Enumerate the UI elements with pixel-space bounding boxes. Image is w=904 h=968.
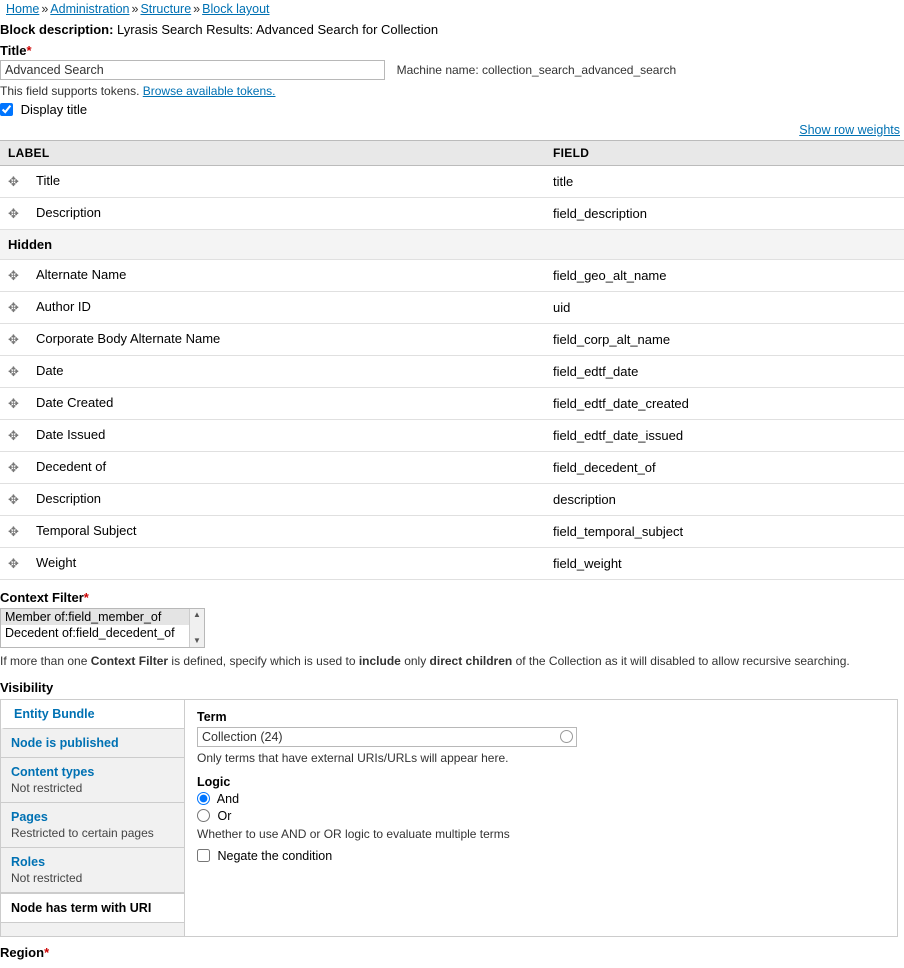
row-label-cell bbox=[0, 516, 545, 548]
display-title-row bbox=[0, 102, 904, 117]
row-label-cell bbox=[0, 388, 545, 420]
tab-content-types[interactable] bbox=[1, 758, 184, 803]
context-filter-required-marker: * bbox=[83, 590, 89, 605]
row-label-cell bbox=[0, 548, 545, 580]
tab-label: Node is published bbox=[11, 736, 119, 750]
table-row bbox=[0, 292, 904, 324]
tab-summary: Not restricted bbox=[11, 871, 83, 885]
help-bold-1: Context Filter bbox=[90, 654, 169, 668]
row-label-cell bbox=[0, 484, 545, 516]
tab-pages[interactable] bbox=[1, 803, 184, 848]
tab-label: Content types bbox=[11, 765, 95, 779]
show-row-weights-row bbox=[0, 123, 904, 137]
visibility-title: Visibility bbox=[0, 680, 54, 695]
logic-radio-and[interactable] bbox=[197, 792, 210, 805]
autocomplete-throbber-icon bbox=[560, 730, 573, 743]
tab-label: Entity Bundle bbox=[14, 707, 95, 721]
logic-and-label: And bbox=[216, 792, 240, 806]
table-row bbox=[0, 484, 904, 516]
visibility-tab-pane bbox=[185, 700, 897, 936]
row-field-cell: field_temporal_subject bbox=[545, 516, 904, 548]
row-label: Date Issued bbox=[36, 427, 106, 442]
context-filter-select[interactable] bbox=[0, 608, 205, 648]
region-row-label: Hidden bbox=[0, 230, 545, 260]
select-scrollbar[interactable] bbox=[189, 609, 204, 647]
logic-label: Logic bbox=[197, 775, 231, 789]
breadcrumb-item-block-layout[interactable]: Block layout bbox=[202, 2, 270, 16]
drag-handle-icon[interactable]: ✥ bbox=[8, 300, 19, 315]
breadcrumb-item-administration[interactable]: Administration bbox=[50, 2, 130, 16]
term-input[interactable] bbox=[197, 727, 577, 747]
row-label: Temporal Subject bbox=[36, 523, 137, 538]
row-label: Date Created bbox=[36, 395, 114, 410]
logic-option-or[interactable] bbox=[197, 809, 885, 823]
table-row bbox=[0, 388, 904, 420]
row-label: Alternate Name bbox=[36, 267, 127, 282]
breadcrumb-item-structure[interactable]: Structure bbox=[140, 2, 192, 16]
row-field-cell: field_weight bbox=[545, 548, 904, 580]
drag-handle-icon[interactable]: ✥ bbox=[8, 174, 19, 189]
table-row bbox=[0, 260, 904, 292]
context-filter-help bbox=[0, 654, 904, 668]
block-description-label: Block description: bbox=[0, 22, 114, 37]
table-row bbox=[0, 356, 904, 388]
drag-handle-icon[interactable]: ✥ bbox=[8, 524, 19, 539]
row-label-cell bbox=[0, 292, 545, 324]
token-help-text: This field supports tokens. bbox=[0, 84, 140, 98]
table-row bbox=[0, 198, 904, 230]
context-filter-label: Context Filter bbox=[0, 590, 84, 605]
logic-radio-or[interactable] bbox=[197, 809, 210, 822]
row-field-cell: description bbox=[545, 484, 904, 516]
visibility-vertical-tabs bbox=[0, 699, 898, 937]
row-field-cell: field_edtf_date bbox=[545, 356, 904, 388]
scroll-up-icon[interactable]: ▲ bbox=[193, 610, 201, 619]
table-row bbox=[0, 420, 904, 452]
title-field-label-row bbox=[0, 43, 904, 58]
table-row bbox=[0, 324, 904, 356]
table-row bbox=[0, 548, 904, 580]
term-note: Only terms that have external URIs/URLs will appear here. bbox=[197, 751, 509, 765]
help-bold-2: include bbox=[358, 654, 401, 668]
term-label: Term bbox=[197, 710, 227, 724]
column-header-field: FIELD bbox=[545, 141, 904, 166]
row-label-cell bbox=[0, 452, 545, 484]
drag-handle-icon[interactable]: ✥ bbox=[8, 268, 19, 283]
drag-handle-icon[interactable]: ✥ bbox=[8, 206, 19, 221]
table-row bbox=[0, 516, 904, 548]
row-field-cell: title bbox=[545, 166, 904, 198]
negate-row[interactable] bbox=[197, 849, 885, 863]
row-label-cell bbox=[0, 260, 545, 292]
browse-tokens-link[interactable]: Browse available tokens. bbox=[142, 84, 276, 98]
scroll-down-icon[interactable]: ▼ bbox=[193, 636, 201, 645]
context-filter-section bbox=[0, 590, 904, 668]
column-header-label: LABEL bbox=[0, 141, 545, 166]
drag-handle-icon[interactable]: ✥ bbox=[8, 396, 19, 411]
row-field-cell: field_geo_alt_name bbox=[545, 260, 904, 292]
field-layout-table bbox=[0, 140, 904, 580]
row-label: Description bbox=[36, 205, 102, 220]
negate-checkbox[interactable] bbox=[197, 849, 210, 862]
display-title-label: Display title bbox=[20, 102, 88, 117]
breadcrumb-separator: » bbox=[193, 2, 201, 16]
title-input[interactable] bbox=[0, 60, 385, 80]
region-row-field bbox=[545, 230, 904, 260]
logic-option-and[interactable] bbox=[197, 792, 885, 806]
drag-handle-icon[interactable]: ✥ bbox=[8, 556, 19, 571]
row-label-cell bbox=[0, 324, 545, 356]
drag-handle-icon[interactable]: ✥ bbox=[8, 428, 19, 443]
tab-node-is-published[interactable] bbox=[1, 729, 184, 758]
breadcrumb-item-home[interactable]: Home bbox=[6, 2, 40, 16]
row-label: Date bbox=[36, 363, 64, 378]
context-filter-label-row bbox=[0, 590, 904, 605]
region-label-row bbox=[0, 945, 904, 960]
row-field-cell: field_corp_alt_name bbox=[545, 324, 904, 356]
row-field-cell: field_description bbox=[545, 198, 904, 230]
row-field-cell: field_decedent_of bbox=[545, 452, 904, 484]
title-required-marker: * bbox=[26, 43, 32, 58]
row-field-cell: field_edtf_date_created bbox=[545, 388, 904, 420]
row-label-cell bbox=[0, 198, 545, 230]
negate-label: Negate the condition bbox=[217, 849, 333, 863]
display-title-checkbox[interactable] bbox=[0, 103, 13, 116]
context-filter-option[interactable]: Decedent of:field_decedent_of bbox=[5, 626, 175, 640]
row-label: Title bbox=[36, 173, 61, 188]
tab-entity-bundle[interactable] bbox=[1, 700, 184, 729]
visibility-tab-menu bbox=[1, 700, 185, 936]
context-filter-option[interactable]: Member of:field_member_of bbox=[1, 609, 204, 625]
row-label: Weight bbox=[36, 555, 77, 570]
row-field-cell: field_edtf_date_issued bbox=[545, 420, 904, 452]
title-label: Title bbox=[0, 43, 27, 58]
breadcrumb bbox=[0, 0, 904, 22]
row-label-cell bbox=[0, 420, 545, 452]
table-header-row bbox=[0, 141, 904, 166]
row-label-cell bbox=[0, 356, 545, 388]
region-label: Region bbox=[0, 945, 45, 960]
table-region-row bbox=[0, 230, 904, 260]
breadcrumb-separator: » bbox=[131, 2, 139, 16]
row-label: Corporate Body Alternate Name bbox=[36, 331, 221, 346]
tab-menu-stub bbox=[1, 922, 184, 936]
table-row bbox=[0, 166, 904, 198]
logic-note: Whether to use AND or OR logic to evaluate multiple terms bbox=[197, 827, 510, 841]
row-label: Author ID bbox=[36, 299, 91, 314]
tab-summary: Restricted to certain pages bbox=[11, 826, 154, 840]
row-label-cell bbox=[0, 166, 545, 198]
drag-handle-icon[interactable]: ✥ bbox=[8, 492, 19, 507]
row-label: Decedent of bbox=[36, 459, 107, 474]
row-field-cell: uid bbox=[545, 292, 904, 324]
drag-handle-icon[interactable]: ✥ bbox=[8, 460, 19, 475]
token-help bbox=[0, 84, 904, 98]
drag-handle-icon[interactable]: ✥ bbox=[8, 364, 19, 379]
title-field-row bbox=[0, 60, 904, 80]
tab-summary: Not restricted bbox=[11, 781, 83, 795]
block-description bbox=[0, 22, 904, 43]
logic-or-label: Or bbox=[217, 809, 232, 823]
help-bold-3: direct children bbox=[429, 654, 513, 668]
help-part-4: of the Collection as it will disabled to allow recursive searching. bbox=[512, 654, 850, 668]
row-label: Description bbox=[36, 491, 102, 506]
tab-label: Roles bbox=[11, 855, 46, 869]
help-part-3: only bbox=[400, 654, 430, 668]
block-description-value: Lyrasis Search Results: Advanced Search for Collection bbox=[117, 22, 439, 37]
table-row bbox=[0, 452, 904, 484]
show-row-weights-link[interactable]: Show row weights bbox=[799, 123, 900, 137]
machine-name-text: Machine name: collection_search_advanced_search bbox=[396, 63, 677, 77]
help-part-1: If more than one bbox=[0, 654, 91, 668]
tab-node-has-term-with-uri[interactable]: Node has term with URI bbox=[1, 893, 184, 922]
breadcrumb-separator: » bbox=[41, 2, 49, 16]
help-part-2: is defined, specify which is used to bbox=[168, 654, 359, 668]
term-autocomplete bbox=[197, 727, 577, 747]
tab-roles[interactable] bbox=[1, 848, 184, 893]
tab-label: Pages bbox=[11, 810, 48, 824]
region-required-marker: * bbox=[44, 945, 50, 960]
drag-handle-icon[interactable]: ✥ bbox=[8, 332, 19, 347]
